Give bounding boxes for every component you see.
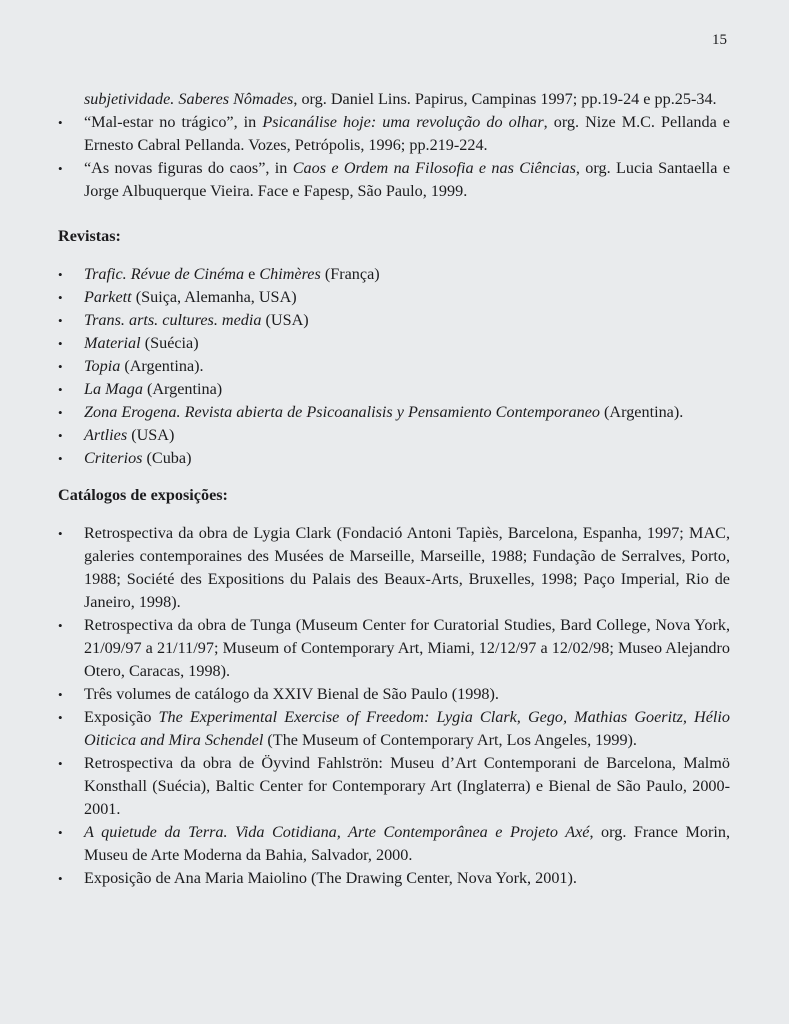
entry-text: “As novas figuras do caos”, in [84, 159, 293, 177]
entry-text: Exposição de Ana Maria Maiolino (The Drawing Center, Nova York, 2001). [84, 869, 577, 887]
italic-title-text: Criterios [84, 449, 143, 467]
italic-title-text: A quietude da Terra. Vida Cotidiana, Arte Contemporânea e Projeto Axé [84, 823, 590, 841]
list-item [58, 706, 730, 752]
section-heading-revistas: Revistas: [58, 227, 121, 245]
list-item [58, 683, 730, 706]
bibliography-list [58, 88, 730, 203]
list-item [58, 614, 730, 683]
entry-text: Retrospectiva da obra de Öyvind Fahlströn: Museu d’Art Contemporani de Barcelona, Malmö Konsthall (Suécia), Baltic Center for Contemporary Art (Inglaterra) e Bienal de São Paulo, 2000-2001. [84, 754, 730, 818]
entry-text: (Cuba) [142, 449, 192, 467]
entry-text: (Suiça, Alemanha, USA) [131, 288, 297, 306]
page-number: 15 [712, 32, 727, 48]
entry-text: , org. Lucia Santaella e Jorge Albuquerque Vieira. Face e Fapesp, São Paulo, 1999. [84, 159, 731, 200]
italic-title-text: Trans. arts. cultures. media [84, 311, 262, 329]
italic-title-text: Zona Erogena. Revista abierta de Psicoanalisis y Pensamiento Contemporaneo [84, 403, 600, 421]
entry-text: Exposição [84, 708, 159, 726]
document-body [58, 88, 730, 890]
italic-title-text: The Experimental Exercise of Freedom: Lygia Clark, Gego, Mathias Goeritz, Hélio Oiticica and Mira Schendel [84, 708, 730, 749]
entry-text: (USA) [127, 426, 175, 444]
entry-text: (The Museum of Contemporary Art, Los Angeles, 1999). [263, 731, 637, 749]
italic-title-text: La Maga [84, 380, 143, 398]
list-item [58, 424, 730, 447]
list-item [58, 157, 730, 203]
entry-text: , org. France Morin, Museu de Arte Moderna da Bahia, Salvador, 2000. [84, 823, 730, 864]
italic-title-text: Material [84, 334, 141, 352]
list-item [58, 447, 730, 470]
list-item [58, 821, 730, 867]
italic-title-text: Chimères [259, 265, 321, 283]
entry-text: e [244, 265, 260, 283]
entry-text: , org. Nize M.C. Pellanda e Ernesto Cabral Pellanda. Vozes, Petrópolis, 1996; pp.219-224. [84, 113, 730, 154]
list-item [58, 522, 730, 614]
entry-text: (USA) [261, 311, 309, 329]
italic-title-text: Parkett [84, 288, 132, 306]
list-item [58, 263, 730, 286]
list-item [58, 332, 730, 355]
entry-text: , org. Daniel Lins. Papirus, Campinas 1997; pp.19-24 e pp.25-34. [293, 90, 717, 108]
italic-title-text: Trafic. Révue de Cinéma [84, 265, 245, 283]
italic-title-text: Topia [84, 357, 121, 375]
list-item [58, 752, 730, 821]
entry-text: (França) [320, 265, 380, 283]
italic-title-text: Artlies [84, 426, 128, 444]
entry-text: “Mal-estar no trágico”, in [84, 113, 263, 131]
list-item [58, 867, 730, 890]
entry-text: (Argentina). [120, 357, 204, 375]
list-item [58, 378, 730, 401]
list-item [58, 355, 730, 378]
entry-text: Três volumes de catálogo da XXIV Bienal de São Paulo (1998). [84, 685, 499, 703]
list-item [58, 401, 730, 424]
list-item [58, 286, 730, 309]
italic-title-text: subjetividade. Saberes Nômades [84, 90, 294, 108]
entry-text: Retrospectiva da obra de Lygia Clark (Fondació Antoni Tapiès, Barcelona, Espanha, 1997; MAC, galeries contemporaines des Musées de Marseille, Marseille, 1988; Fundação de Serralves, Porto, 1988; Société des Expositions du Palais des Beaux-Arts, Bruxelles, 1998; Paço Imperial, Rio de Janeiro, 1998). [84, 524, 730, 611]
list-item [58, 309, 730, 332]
list-item [58, 88, 730, 111]
section-heading-catalogos: Catálogos de exposições: [58, 486, 228, 504]
journals-list [58, 263, 730, 470]
exhibition-catalogs-list [58, 522, 730, 890]
entry-text: (Suécia) [140, 334, 199, 352]
italic-title-text: Caos e Ordem na Filosofia e nas Ciências [292, 159, 576, 177]
entry-text: Retrospectiva da obra de Tunga (Museum Center for Curatorial Studies, Bard College, Nova York, 21/09/97 a 21/11/97; Museum of Contemporary Art, Miami, 12/12/97 a 12/02/98; Museo Alejandro Otero, Caracas, 1998). [84, 616, 730, 680]
list-item [58, 111, 730, 157]
entry-text: (Argentina). [599, 403, 684, 421]
italic-title-text: Psicanálise hoje: uma revolução do olhar [262, 113, 544, 131]
entry-text: (Argentina) [142, 380, 223, 398]
